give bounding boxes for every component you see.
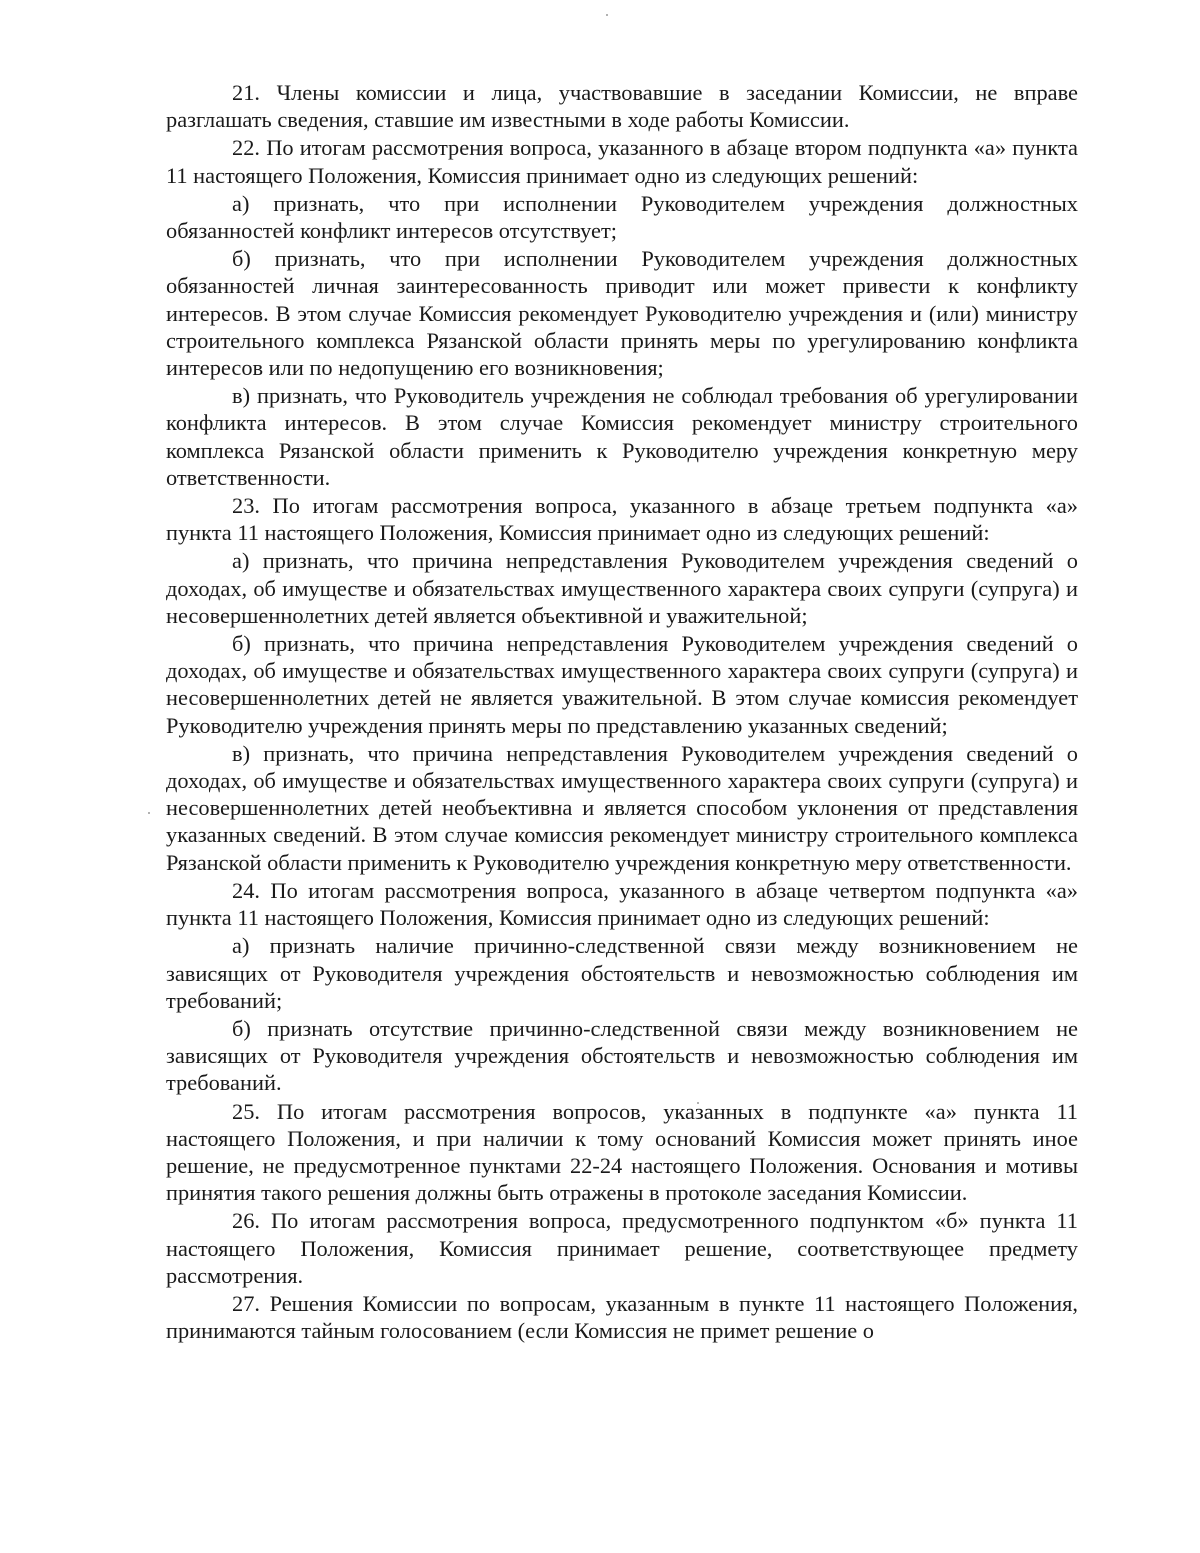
paragraph-21: 21. Члены комиссии и лица, участвовавшие в заседании Комиссии, не вправе разглашать сведения, ставшие им известными в ходе работы Комиссии. <box>166 80 1078 133</box>
paragraph-26: 26. По итогам рассмотрения вопроса, предусмотренного подпунктом «б» пункта 11 настоящего Положения, Комиссия принимает решение, соответствующее предмету рассмотрения. <box>166 1208 1078 1288</box>
document-body <box>166 79 1078 1345</box>
paragraph-23-b: б) признать, что причина непредставления Руководителем учреждения сведений о доходах, об имуществе и обязательствах имущественного характера своих супруги (супруга) и несовершеннолетних детей не является уважительной. В этом случае комиссия рекомендует Руководителю учреждения принять меры по представлению указанных сведений; <box>166 631 1078 738</box>
paragraph-23-a: а) признать, что причина непредставления Руководителем учреждения сведений о доходах, об имуществе и обязательствах имущественного характера своих супруги (супруга) и несовершеннолетних детей является объективной и уважительной; <box>166 548 1078 628</box>
paragraph-25: 25. По итогам рассмотрения вопросов, указанных в подпункте «а» пункта 11 настоящего Положения, и при наличии к тому оснований Комиссия может принять иное решение, не предусмотренное пунктами 22-24 настоящего Положения. Основания и мотивы принятия такого решения должны быть отражены в протоколе заседания Комиссии. <box>166 1098 1078 1206</box>
paragraph-22: 22. По итогам рассмотрения вопроса, указанного в абзаце втором подпункта «а» пункта 11 настоящего Положения, Комиссия принимает одно из следующих решений: <box>166 135 1078 188</box>
paragraph-23: 23. По итогам рассмотрения вопроса, указанного в абзаце третьем подпункта «а» пункта 11 настоящего Положения, Комиссия принимает одно из следующих решений: <box>166 493 1078 546</box>
scan-speck <box>148 812 150 814</box>
paragraph-22-v: в) признать, что Руководитель учреждения не соблюдал требования об урегулировании конфликта интересов. В этом случае Комиссия рекомендует министру строительного комплекса Рязанской области применить к Руководителю учреждения конкретную меру ответственности. <box>166 383 1078 490</box>
paragraph-24-b: б) признать отсутствие причинно-следственной связи между возникновением не зависящих от Руководителя учреждения обстоятельств и невозможностью соблюдения им требований. <box>166 1015 1078 1096</box>
paragraph-22-b: б) признать, что при исполнении Руководителем учреждения должностных обязанностей личная заинтересованность приводит или может привести к конфликту интересов. В этом случае Комиссия рекомендует Руководителю учреждения и (или) министру строительного комплекса Рязанской области принять меры по урегулированию конфликта интересов или по недопущению его возникновения; <box>166 246 1078 381</box>
paragraph-27: 27. Решения Комиссии по вопросам, указанным в пункте 11 настоящего Положения, принимаются тайным голосованием (если Комиссия не примет решение о <box>166 1290 1078 1344</box>
paragraph-24-a: а) признать наличие причинно-следственной связи между возникновением не зависящих от Руководителя учреждения обстоятельств и невозможностью соблюдения им требований; <box>166 933 1078 1013</box>
paragraph-23-v: в) признать, что причина непредставления Руководителем учреждения сведений о доходах, об имуществе и обязательствах имущественного характера своих супруги (супруга) и несовершеннолетних детей необъективна и является способом уклонения от представления указанных сведений. В этом случае комиссия рекомендует министру строительного комплекса Рязанской области применить к Руководителю учреждения конкретную меру ответственности. <box>166 740 1078 875</box>
scan-speck <box>606 14 608 16</box>
paragraph-22-a: а) признать, что при исполнении Руководителем учреждения должностных обязанностей конфликт интересов отсутствует; <box>166 190 1078 244</box>
paragraph-24: 24. По итогам рассмотрения вопроса, указанного в абзаце четвертом подпункта «а» пункта 11 настоящего Положения, Комиссия принимает одно из следующих решений: <box>166 877 1078 931</box>
